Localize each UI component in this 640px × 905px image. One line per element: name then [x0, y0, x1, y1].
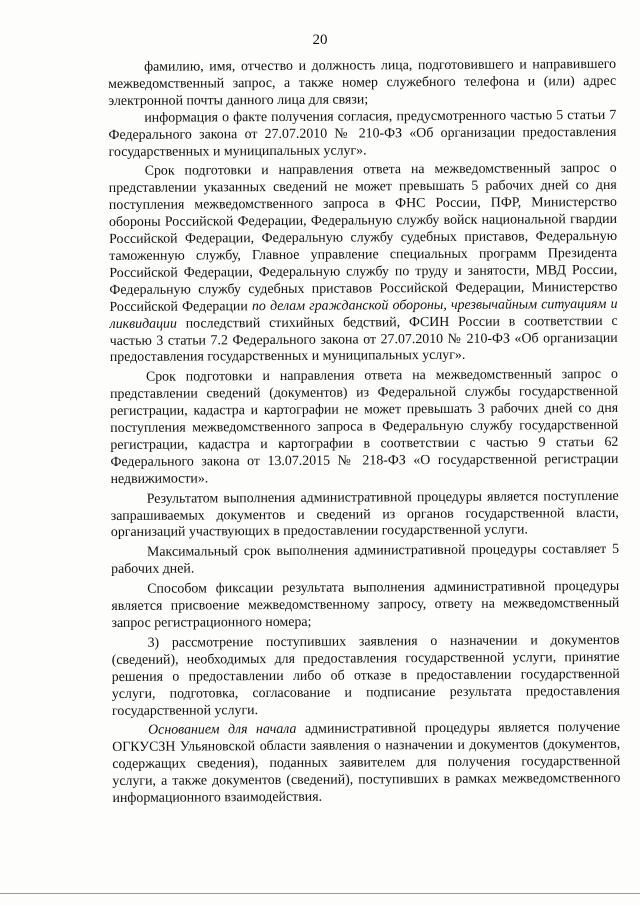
paragraph-text: Срок подготовки и направления ответа на межведомственный запрос о представлении указанных сведений не может превышать 5 рабочих дней со дня поступления межведомственного запроса в ФНС России, ПФР, Министерство обороны Российской Федерации, Федеральную службу войск национальной гвардии Российской Федерации, Федеральную службу судебных приставов, Федеральную таможенную службу, Главное управление специальных программ Президента Российской Федерации, Федеральную службу по труду и занятости, МВД России, Федеральную службу судебных приставов Российской Федерации, Министерство Российской Федерации	[108, 161, 618, 315]
paragraph-text: 3) рассмотрение поступивших заявления о назначении и документов (сведений), необходимых для предоставления государственной услуги, принятие решения о предоставлении либо об отказе в предоставлении государственной услуги, подготовка, согласование и подписание результата предоставления государственной услуги.	[111, 632, 620, 719]
paragraph-text: Результатом выполнения административной процедуры является поступление запрашиваемых документов и сведений из органов государственной власти, организаций участвующих в предоставлении государственной услуги.	[110, 488, 619, 541]
paragraph-text: Максимальный срок выполнения административной процедуры составляет 5 рабочих дней.	[111, 542, 620, 578]
paragraph-procedure-result	[111, 489, 619, 543]
page-number: 20	[312, 32, 328, 48]
paragraph-text: Срок подготовки и направления ответа на межведомственный запрос о представлении сведений (документов) из Федеральной службы государственной регистрации, кадастра и картографии не может превышать 3 рабочих дней со дня поступления межведомственного запроса в Федеральную службу государственной регистрации, кадастра и картографии в соответствии с частью 9 статьи 62 Федерального закона от 13.07.2015 № 218-ФЗ «О государственной регистрации недвижимости».	[109, 367, 619, 487]
document-body	[108, 57, 621, 808]
paragraph-basis	[112, 720, 621, 808]
paragraph-text: административной процедуры является получение ОГКУСЗН Ульяновской области заявления о назначении и документов (документов, содержащих сведения), поданных заявителем для получения государственной услуги, а также документов (сведений), поступивших в рамках межведомственного информационного взаимодействия.	[112, 720, 621, 807]
paragraph-text-tail: последствий стихийных бедствий, ФСИН России в соответствии с частью 3 статьи 7.2 Федерального закона от 27.07.2010 № 210-ФЗ «Об организации предоставления государственных и муниципальных услуг».	[109, 313, 618, 366]
paragraph-text: Способом фиксации результата выполнения административной процедуры является присвоение межведомственному запросу, ответу на межведомственный запрос регистрационного номера;	[111, 579, 620, 631]
paragraph-max-duration	[111, 542, 619, 579]
scan-edge-line	[0, 893, 640, 894]
paragraph-italic-text: Основанием для начала	[148, 722, 297, 739]
paragraph-response-deadline-agencies	[109, 161, 618, 367]
paragraph-text: информация о факте получения согласия, предусмотренного частью 5 статьи 7 Федерального закона от 27.07.2010 № 210-ФЗ «Об организации предоставления государственных и муниципальных услуг».	[108, 107, 617, 160]
paragraph-text: фамилию, имя, отчество и должность лица, подготовившего и направившего межведомственный запрос, а также номер служебного телефона и (или) адрес электронной почты данного лица для связи;	[108, 56, 617, 109]
paragraph-response-deadline-rosreestr	[110, 367, 619, 488]
paragraph-step-3	[112, 633, 621, 721]
paragraph-consent-info	[108, 108, 616, 162]
paragraph-fixation-method	[111, 579, 619, 633]
paragraph-italic-text: по делам гражданской обороны, чрезвычайным ситуациям и ликвидации	[109, 296, 618, 332]
paragraph-contact-info	[108, 57, 616, 111]
